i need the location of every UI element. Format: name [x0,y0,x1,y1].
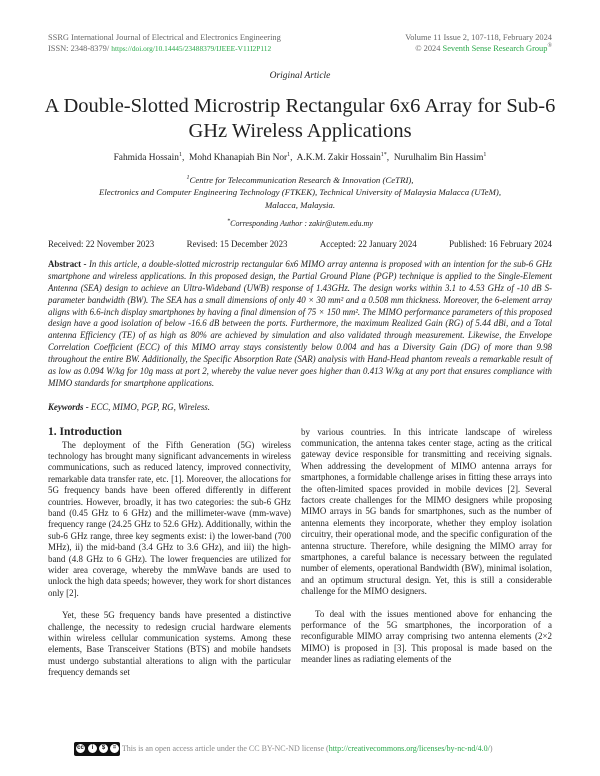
journal-name: SSRG International Journal of Electrical and Electronics Engineering [48,33,281,42]
license-link[interactable]: http://creativecommons.org/licenses/by-nc-nd/4.0/ [328,743,490,753]
body-columns [48,425,552,679]
issn: ISSN: 2348-8379/ [48,44,112,53]
abstract-label: Abstract - [48,259,89,270]
publisher-link[interactable]: Seventh Sense Research Group [442,44,548,53]
author-list: Fahmida Hossain$^1$, Mohd Khanapiah Bin Nor$^1$, A.K.M. Zakir Hossain$^{1*}$, Nurulhalim Bin Hassim$^1$ [113,151,487,163]
registered-mark: ® [547,43,552,50]
paper-title: A Double-Slotted Microstrip Rectangular 6x6 Array for Sub-6 GHz Wireless Applications [44,95,556,142]
author: Nurulhalim Bin Hassim$^1$ [393,151,487,163]
section-heading: 1. Introduction [48,425,122,438]
corresponding-author: *Corresponding Author : zakir@utem.edu.my [227,218,373,229]
dates-row [48,239,552,250]
keywords [48,402,552,413]
license-footer: cc i $ = This is an open access article under the CC BY-NC-ND license (http://creativecommons.org/licenses/by-nc-nd/4.0/) [48,728,552,756]
right-column [301,427,552,666]
journal-header [48,32,552,54]
license-text: This is an open access article under the CC BY-NC-ND license ( [121,743,329,753]
paragraph: by various countries. In this intricate landscape of wireless communication, the antenna takes center stage, acting as the critical gateway device responsible for transmitting and receiving signals. When addressing the development of MIMO antenna arrays for smartphones, a formidable challenge arises in fitting these arrays into the often-limited spaces provided in mobile devices [2]. Several factors create challenges for the MIMO designers while proposing MIMO arrays in 5G bands for smartphones, such as the number of antenna elements they incorporate, whether they employ isolation circuitry, their operational mode, and the specific configuration of the antenna structure. Therefore, while designing the MIMO array for smartphones, a careful balance is necessary between the regulated number of elements, operational Bandwidth (BW), minimal isolation, and an optimum structural design. Yet, this is still a considerable challenge for the MIMO designers. [301,426,552,597]
left-column [48,425,291,679]
paragraph: To deal with the issues mentioned above for enhancing the performance of the 5G smartphones, the incorporation of a reconfigurable MIMO array comprising two antenna elements (2×2 MIMO) is proposed in [3]. This proposal is made based on the meander lines as radiating elements of the [301,608,552,665]
doi-link[interactable]: https://doi.org/10.14445/23488379/IJEEE-V11I2P112 [111,44,272,53]
published-date: Published: 16 February 2024 [449,239,552,250]
article-type: Original Article [269,71,331,81]
revised-date: Revised: 15 December 2023 [186,239,288,250]
volume-info: Volume 11 Issue 2, 107-118, February 2024 [405,33,552,42]
received-date: Received: 22 November 2023 [48,239,155,250]
paragraph: The deployment of the Fifth Generation (5G) wireless technology has brought many significant advancements in wireless communications, such as reduced latency, improved connectivity, remarkable data transfer rate, etc. [1]. Moreover, the allocations for 5G frequency bands have been offered differently in different countries. However, broadly, it has two categories: the sub-6 GHz band (0.45 GHz to 6 GHz) and the millimeter-wave (mm-wave) frequency range (24.25 GHz to 52.6 GHz). Additionally, within the sub-6 GHz range, three key segments exist: i) the lower-band (700 MHz), ii) the mid-band (3.4 GHz to 3.6 GHz), and iii) the high-band (4.8 GHz to 6 GHz). The lower frequencies are utilized for wider area coverage, whereby the mmWave bands are used to unlock the high data speeds; however, they work for short distances only [2]. [48,439,291,598]
abstract-text: In this article, a double-slotted microstrip rectangular 6x6 MIMO array antenna is proposed with an intention for the sub-6 GHz smartphone and wireless applications. In this proposed design, the Partial Ground Plane (PGP) technique is applied to the Single-Element Antenna (SEA) design to achieve an Ultra-Wideband (UWB) response of 1.43GHz. The design works within 3.1 to 4.53 GHz of -10 dB S-parameter bandwidth (BW). The SEA has a small dimensions of only 40 × 30 mm² and a 0.508 mm thickness. Moreover, the 6-element array aligns with 6.6-inch display smartphones by having a final dimension of 75 × 150 mm². The MIMO performance parameters of this proposed design have a good isolation of below -16.6 dB between the ports. Furthermore, the maximum Realized Gain (RG) of 5.44 dBi, and a Total antenna Efficiency (TE) of as high as 80% are achieved by simulation and also validated through measurement. Likewise, the Envelope Correlation Coefficient (ECC) of this MIMO array stays consistently below 0.004 and has a Diversity Gain (DG) of more than 9.98 throughout the entire BW. Additionally, the Specific Absorption Rate (SAR) analysis with Hand-Head phantom reveals a remarkable result of as low as 0.094 W/kg for 10g mass at port 2, whereby the value never goes higher than 0.413 W/kg at any port that ensures compliance with MIMO standards for smartphone applications. [48,259,552,388]
author: Mohd Khanapiah Bin Nor$^1$ [188,151,291,163]
copyright: © 2024 [415,44,443,53]
paragraph: Yet, these 5G frequency bands have presented a distinctive challenge, the necessity to redesign crucial hardware elements within wireless cellular communication systems. Among these elements, Base Transceiver Stations (BTS) and mobile handsets must undergo substantial alterations to align with the particular frequency demands set [48,610,291,678]
affiliation: $^1$Centre for Telecommunication Research & Innovation (CeTRI), Electronics and Computer Engineering Technology (FTKEK), Technical University of Malaysia Malacca (UTeM), Malacca, Malaysia. [98,175,502,210]
journal-header-right [405,32,552,54]
journal-header-left [48,32,281,54]
cc-license-logo: cc i $ = [74,742,120,756]
author: A.K.M. Zakir Hossain$^{1*}$ [296,151,387,163]
keywords-label: Keywords - [48,401,91,412]
abstract [48,259,552,389]
accepted-date: Accepted: 22 January 2024 [319,239,417,250]
author: Fahmida Hossain$^1$ [113,151,182,163]
keywords-text: ECC, MIMO, PGP, RG, Wireless. [90,401,210,412]
